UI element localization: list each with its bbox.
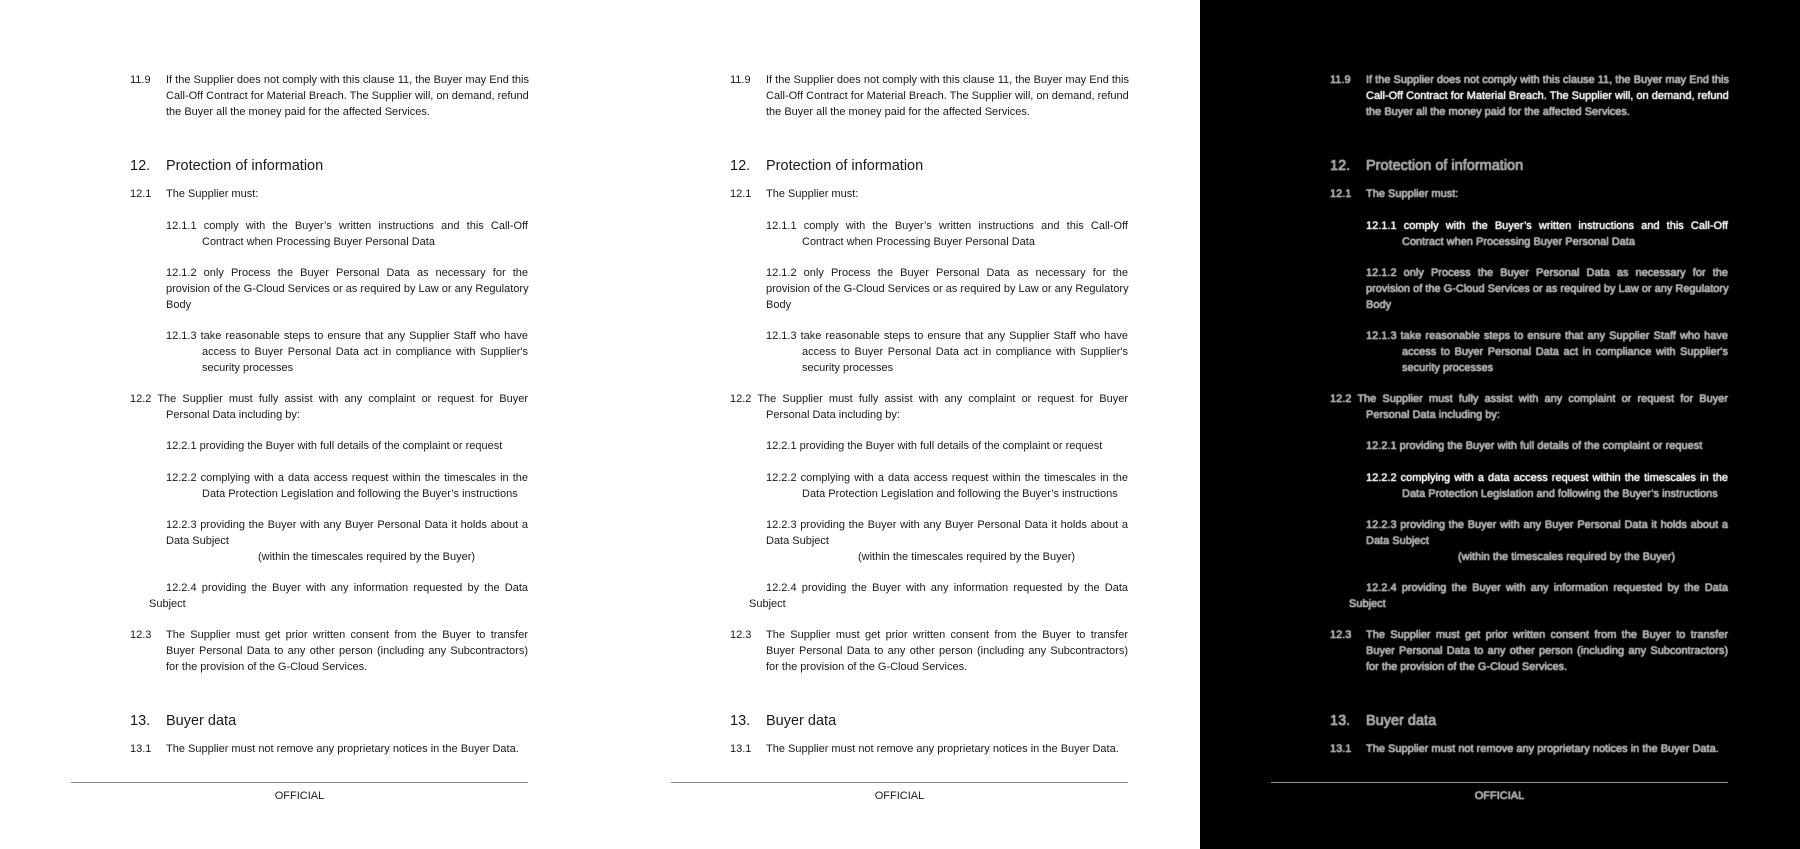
subclause-line: 12.1.1 comply with the Buyer’s written instructions and this Call-Off — [166, 220, 528, 232]
footer-divider — [1271, 782, 1728, 783]
section-title: Protection of information — [766, 158, 924, 174]
subclause-line: (within the timescales required by the Buyer) — [1458, 551, 1676, 563]
subclause-line: Contract when Processing Buyer Personal Data — [202, 236, 435, 248]
section-title: Protection of information — [1366, 158, 1524, 174]
section-number: 12. — [1330, 158, 1351, 174]
section-number: 12. — [730, 158, 751, 174]
clause-line: the Buyer all the money paid for the affected Services. — [766, 106, 1030, 118]
clause-line: Buyer Personal Data to any other person (including any Subcontractors) — [766, 645, 1128, 657]
subclause-line: 12.2.1 providing the Buyer with full details of the complaint or request — [166, 440, 503, 452]
subclause-line: Data Subject — [766, 535, 829, 547]
section-title: Buyer data — [766, 713, 837, 729]
clause-line: for the provision of the G-Cloud Services. — [166, 661, 368, 673]
subclause-line: provision of the G-Cloud Services or as required by Law or any Regulatory — [766, 283, 1129, 295]
subclause-line: Data Subject — [166, 535, 229, 547]
clause-line: Buyer Personal Data to any other person (including any Subcontractors) — [166, 645, 528, 657]
subclause-line: security processes — [1402, 362, 1494, 374]
clause-number: 12.1 — [730, 188, 752, 200]
section-title: Protection of information — [166, 158, 324, 174]
subclause-line: provision of the G-Cloud Services or as required by Law or any Regulatory — [1366, 283, 1729, 295]
clause-number: 12.3 — [1330, 629, 1352, 641]
subclause-line: access to Buyer Personal Data act in compliance with Supplier's — [1402, 346, 1728, 358]
clause-number: 13.1 — [1330, 743, 1352, 755]
clause-line: 12.2 The Supplier must fully assist with any complaint or request for Buyer — [730, 393, 1128, 405]
footer-label: OFFICIAL — [274, 790, 325, 802]
subclause-line: 12.1.3 take reasonable steps to ensure that any Supplier Staff who have — [166, 330, 528, 342]
section-title: Buyer data — [166, 713, 237, 729]
footer-label: OFFICIAL — [874, 790, 925, 802]
clause-line: Personal Data including by: — [766, 409, 900, 421]
clause-line: 12.2 The Supplier must fully assist with any complaint or request for Buyer — [1330, 393, 1728, 405]
subclause-line: 12.2.3 providing the Buyer with any Buyer Personal Data it holds about a — [1366, 519, 1728, 531]
subclause-line: Subject — [749, 598, 786, 610]
subclause-line: security processes — [202, 362, 294, 374]
subclause-line: (within the timescales required by the Buyer) — [858, 551, 1076, 563]
clause-line: The Supplier must get prior written consent from the Buyer to transfer — [1366, 629, 1728, 641]
subclause-line: security processes — [802, 362, 894, 374]
subclause-line: (within the timescales required by the Buyer) — [258, 551, 476, 563]
subclause-line: 12.2.4 providing the Buyer with any information requested by the Data — [166, 582, 528, 594]
subclause-line: 12.1.3 take reasonable steps to ensure that any Supplier Staff who have — [766, 330, 1128, 342]
subclause-line: Body — [1366, 299, 1392, 311]
subclause-line: 12.2.4 providing the Buyer with any information requested by the Data — [1366, 582, 1728, 594]
subclause-line: 12.2.2 complying with a data access request within the timescales in the — [766, 472, 1128, 484]
clause-line: 12.2 The Supplier must fully assist with any complaint or request for Buyer — [130, 393, 528, 405]
clause-number: 11.9 — [1330, 74, 1351, 86]
subclause-line: 12.1.3 take reasonable steps to ensure that any Supplier Staff who have — [1366, 330, 1728, 342]
clause-line: for the provision of the G-Cloud Services. — [766, 661, 968, 673]
clause-line: If the Supplier does not comply with this clause 11, the Buyer may End this — [1366, 74, 1729, 86]
subclause-line: Contract when Processing Buyer Personal Data — [802, 236, 1035, 248]
clause-number: 13.1 — [730, 743, 752, 755]
subclause-line: 12.2.4 providing the Buyer with any information requested by the Data — [766, 582, 1128, 594]
clause-line: Personal Data including by: — [1366, 409, 1500, 421]
subclause-line: Data Protection Legislation and following the Buyer’s instructions — [202, 488, 518, 500]
subclause-line: Contract when Processing Buyer Personal Data — [1402, 236, 1635, 248]
subclause-line: Subject — [1349, 598, 1386, 610]
subclause-line: 12.1.1 comply with the Buyer’s written instructions and this Call-Off — [766, 220, 1128, 232]
clause-line: The Supplier must get prior written consent from the Buyer to transfer — [166, 629, 528, 641]
footer-divider — [71, 782, 528, 783]
clause-number: 11.9 — [730, 74, 751, 86]
subclause-line: 12.2.2 complying with a data access request within the timescales in the — [166, 472, 528, 484]
clause-line: Call-Off Contract for Material Breach. The Supplier will, on demand, refund — [1366, 90, 1729, 102]
clause-line: the Buyer all the money paid for the affected Services. — [166, 106, 430, 118]
document-page-edge-map — [1200, 0, 1800, 849]
subclause-line: Data Subject — [1366, 535, 1429, 547]
subclause-line: 12.1.2 only Process the Buyer Personal Data as necessary for the — [1366, 267, 1728, 279]
subclause-line: 12.1.1 comply with the Buyer’s written instructions and this Call-Off — [1366, 220, 1728, 232]
clause-number: 12.1 — [130, 188, 152, 200]
subclause-line: provision of the G-Cloud Services or as required by Law or any Regulatory — [166, 283, 529, 295]
section-number: 13. — [130, 713, 151, 729]
clause-number: 12.3 — [730, 629, 752, 641]
clause-line: Call-Off Contract for Material Breach. The Supplier will, on demand, refund — [766, 90, 1129, 102]
clause-number: 12.3 — [130, 629, 152, 641]
clause-line: Personal Data including by: — [166, 409, 300, 421]
clause-line: If the Supplier does not comply with this clause 11, the Buyer may End this — [166, 74, 529, 86]
section-number: 13. — [1330, 713, 1351, 729]
subclause-line: 12.2.1 providing the Buyer with full details of the complaint or request — [1366, 440, 1703, 452]
subclause-line: Body — [766, 299, 792, 311]
section-number: 12. — [130, 158, 151, 174]
subclause-line: access to Buyer Personal Data act in compliance with Supplier's — [202, 346, 528, 358]
section-number: 13. — [730, 713, 751, 729]
clause-line: for the provision of the G-Cloud Services. — [1366, 661, 1568, 673]
footer-label: OFFICIAL — [1474, 790, 1525, 802]
subclause-line: 12.2.3 providing the Buyer with any Buyer Personal Data it holds about a — [166, 519, 528, 531]
subclause-line: 12.1.2 only Process the Buyer Personal Data as necessary for the — [166, 267, 528, 279]
clause-number: 13.1 — [130, 743, 152, 755]
subclause-line: Data Protection Legislation and following the Buyer’s instructions — [1402, 488, 1718, 500]
subclause-line: 12.2.1 providing the Buyer with full details of the complaint or request — [766, 440, 1103, 452]
clause-text: The Supplier must: — [1366, 188, 1459, 200]
subclause-line: Body — [166, 299, 192, 311]
subclause-line: Subject — [149, 598, 186, 610]
clause-text: The Supplier must not remove any proprietary notices in the Buyer Data. — [766, 743, 1119, 755]
subclause-line: 12.2.2 complying with a data access request within the timescales in the — [1366, 472, 1728, 484]
clause-text: The Supplier must: — [766, 188, 859, 200]
subclause-line: Data Protection Legislation and following the Buyer’s instructions — [802, 488, 1118, 500]
clause-line: The Supplier must get prior written consent from the Buyer to transfer — [766, 629, 1128, 641]
clause-line: Buyer Personal Data to any other person (including any Subcontractors) — [1366, 645, 1728, 657]
clause-number: 12.1 — [1330, 188, 1352, 200]
section-title: Buyer data — [1366, 713, 1437, 729]
clause-line: the Buyer all the money paid for the affected Services. — [1366, 106, 1630, 118]
subclause-line: 12.1.2 only Process the Buyer Personal Data as necessary for the — [766, 267, 1128, 279]
clause-line: Call-Off Contract for Material Breach. The Supplier will, on demand, refund — [166, 90, 529, 102]
clause-number: 11.9 — [130, 74, 151, 86]
clause-text: The Supplier must not remove any proprietary notices in the Buyer Data. — [1366, 743, 1719, 755]
subclause-line: access to Buyer Personal Data act in compliance with Supplier's — [802, 346, 1128, 358]
subclause-line: 12.2.3 providing the Buyer with any Buyer Personal Data it holds about a — [766, 519, 1128, 531]
footer-divider — [671, 782, 1128, 783]
document-page-copy — [600, 0, 1200, 849]
clause-text: The Supplier must not remove any proprietary notices in the Buyer Data. — [166, 743, 519, 755]
document-page-original — [0, 0, 600, 849]
clause-line: If the Supplier does not comply with this clause 11, the Buyer may End this — [766, 74, 1129, 86]
clause-text: The Supplier must: — [166, 188, 259, 200]
